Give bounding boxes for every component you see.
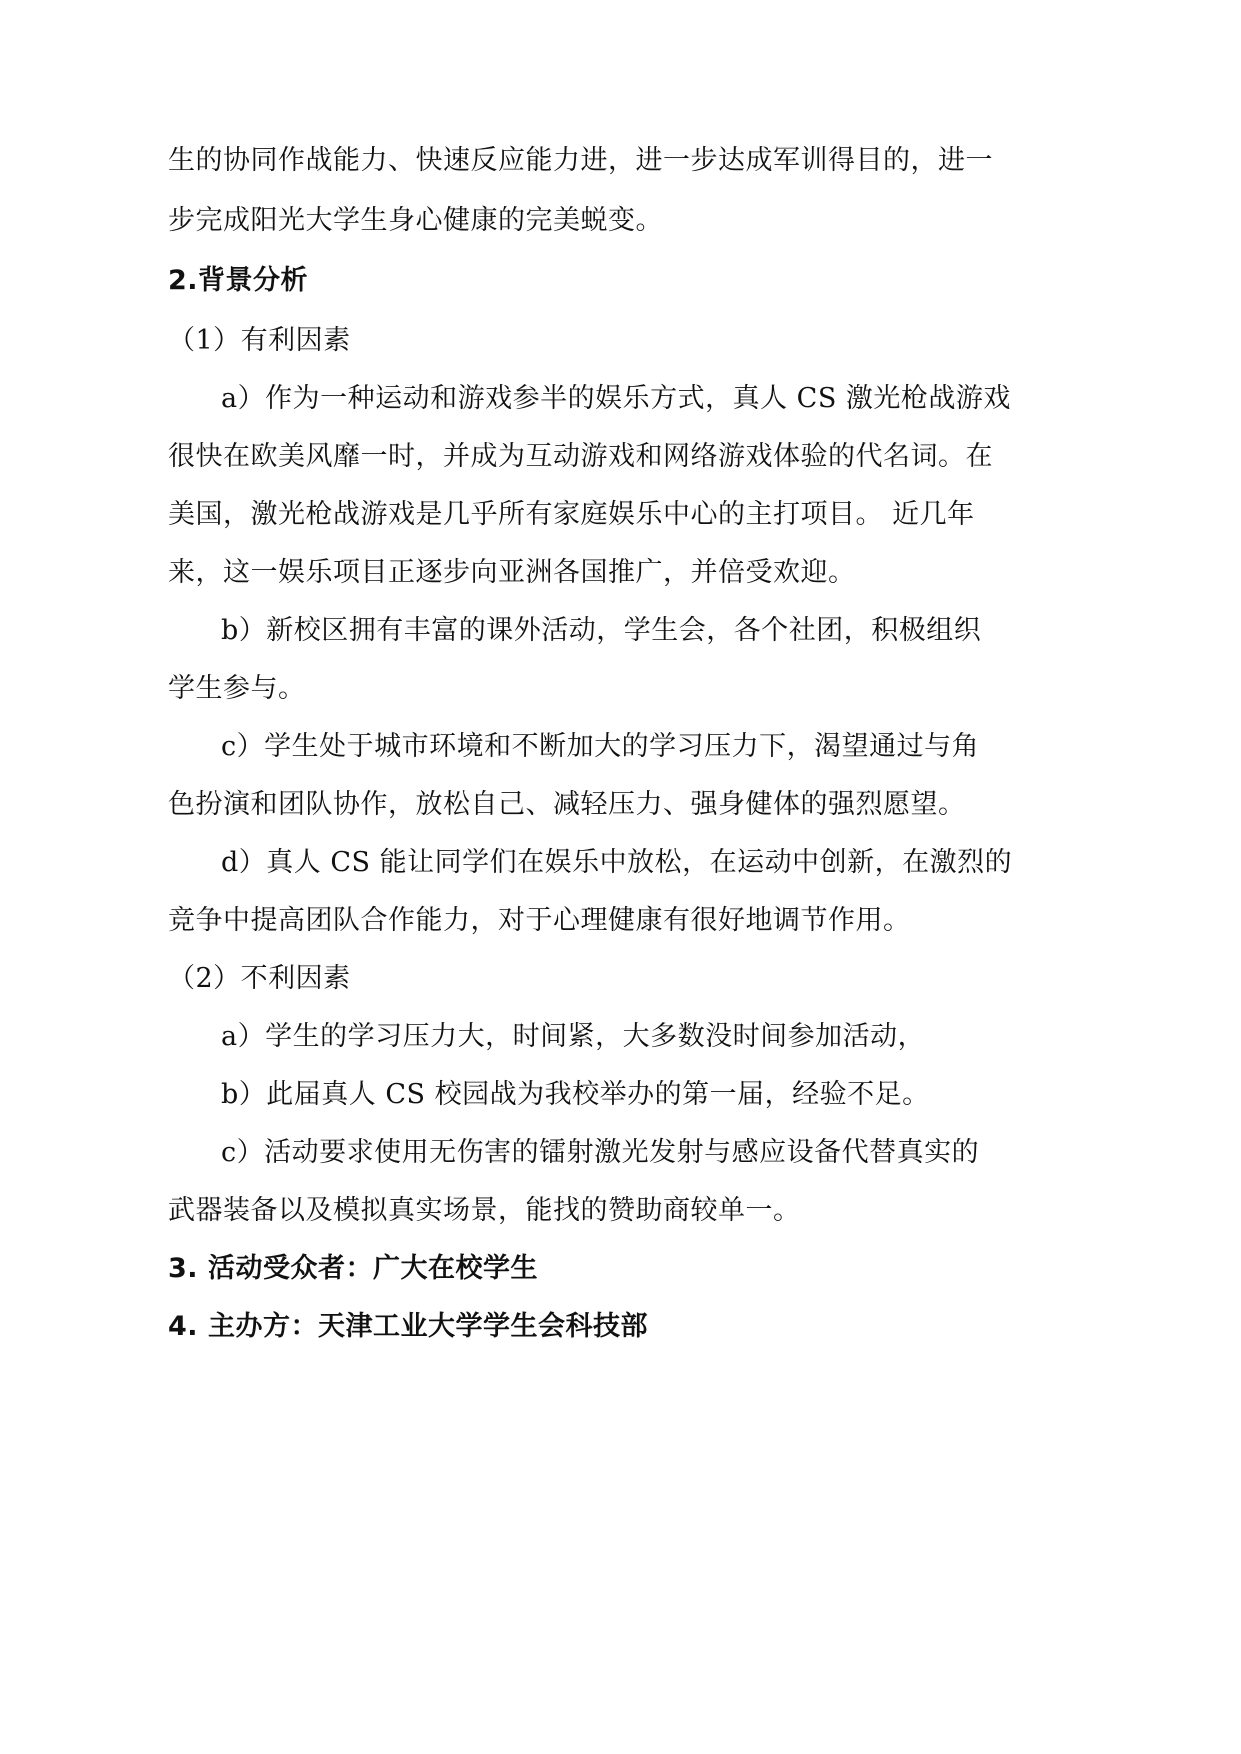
favorable-c-line-1: c）学生处于城市环境和不断加大的学习压力下，渴望通过与角 [221,731,980,762]
unfavorable-c-line-2: 武器装备以及模拟真实场景，能找的赞助商较单一。 [168,1195,801,1226]
favorable-d-line-1: d）真人 CS 能让同学们在娱乐中放松，在运动中创新，在激烈的 [221,847,1013,878]
section-2-heading: 2.背景分析 [168,265,309,296]
favorable-a-line-1: a）作为一种运动和游戏参半的娱乐方式，真人 CS 激光枪战游戏 [221,383,1011,414]
favorable-c-line-2: 色扮演和团队协作，放松自己、减轻压力、强身健体的强烈愿望。 [168,789,966,820]
favorable-a-line-4: 来，这一娱乐项目正逐步向亚洲各国推广，并倍受欢迎。 [168,557,856,588]
favorable-factors-label: （1）有利因素 [168,325,351,356]
favorable-b-line-2: 学生参与。 [168,673,306,704]
favorable-a-line-2: 很快在欧美风靡一时，并成为互动游戏和网络游戏体验的代名词。在 [168,441,993,472]
unfavorable-c-line-1: c）活动要求使用无伤害的镭射激光发射与感应设备代替真实的 [221,1137,980,1168]
intro-line-2: 步完成阳光大学生身心健康的完美蜕变。 [168,205,663,236]
section-4-heading: 4. 主办方：天津工业大学学生会科技部 [168,1311,648,1342]
favorable-a-line-3: 美国，激光枪战游戏是几乎所有家庭娱乐中心的主打项目。 近几年 [168,499,975,530]
unfavorable-factors-label: （2）不利因素 [168,963,351,994]
favorable-d-line-2: 竞争中提高团队合作能力，对于心理健康有很好地调节作用。 [168,905,911,936]
intro-line-1: 生的协同作战能力、快速反应能力进，进一步达成军训得目的，进一 [168,145,993,176]
favorable-b-line-1: b）新校区拥有丰富的课外活动，学生会，各个社团，积极组织 [221,615,982,646]
unfavorable-b-line-1: b）此届真人 CS 校园战为我校举办的第一届，经验不足。 [221,1079,930,1110]
section-3-heading: 3. 活动受众者：广大在校学生 [168,1253,538,1284]
unfavorable-a-line-1: a）学生的学习压力大，时间紧，大多数没时间参加活动， [221,1021,926,1052]
